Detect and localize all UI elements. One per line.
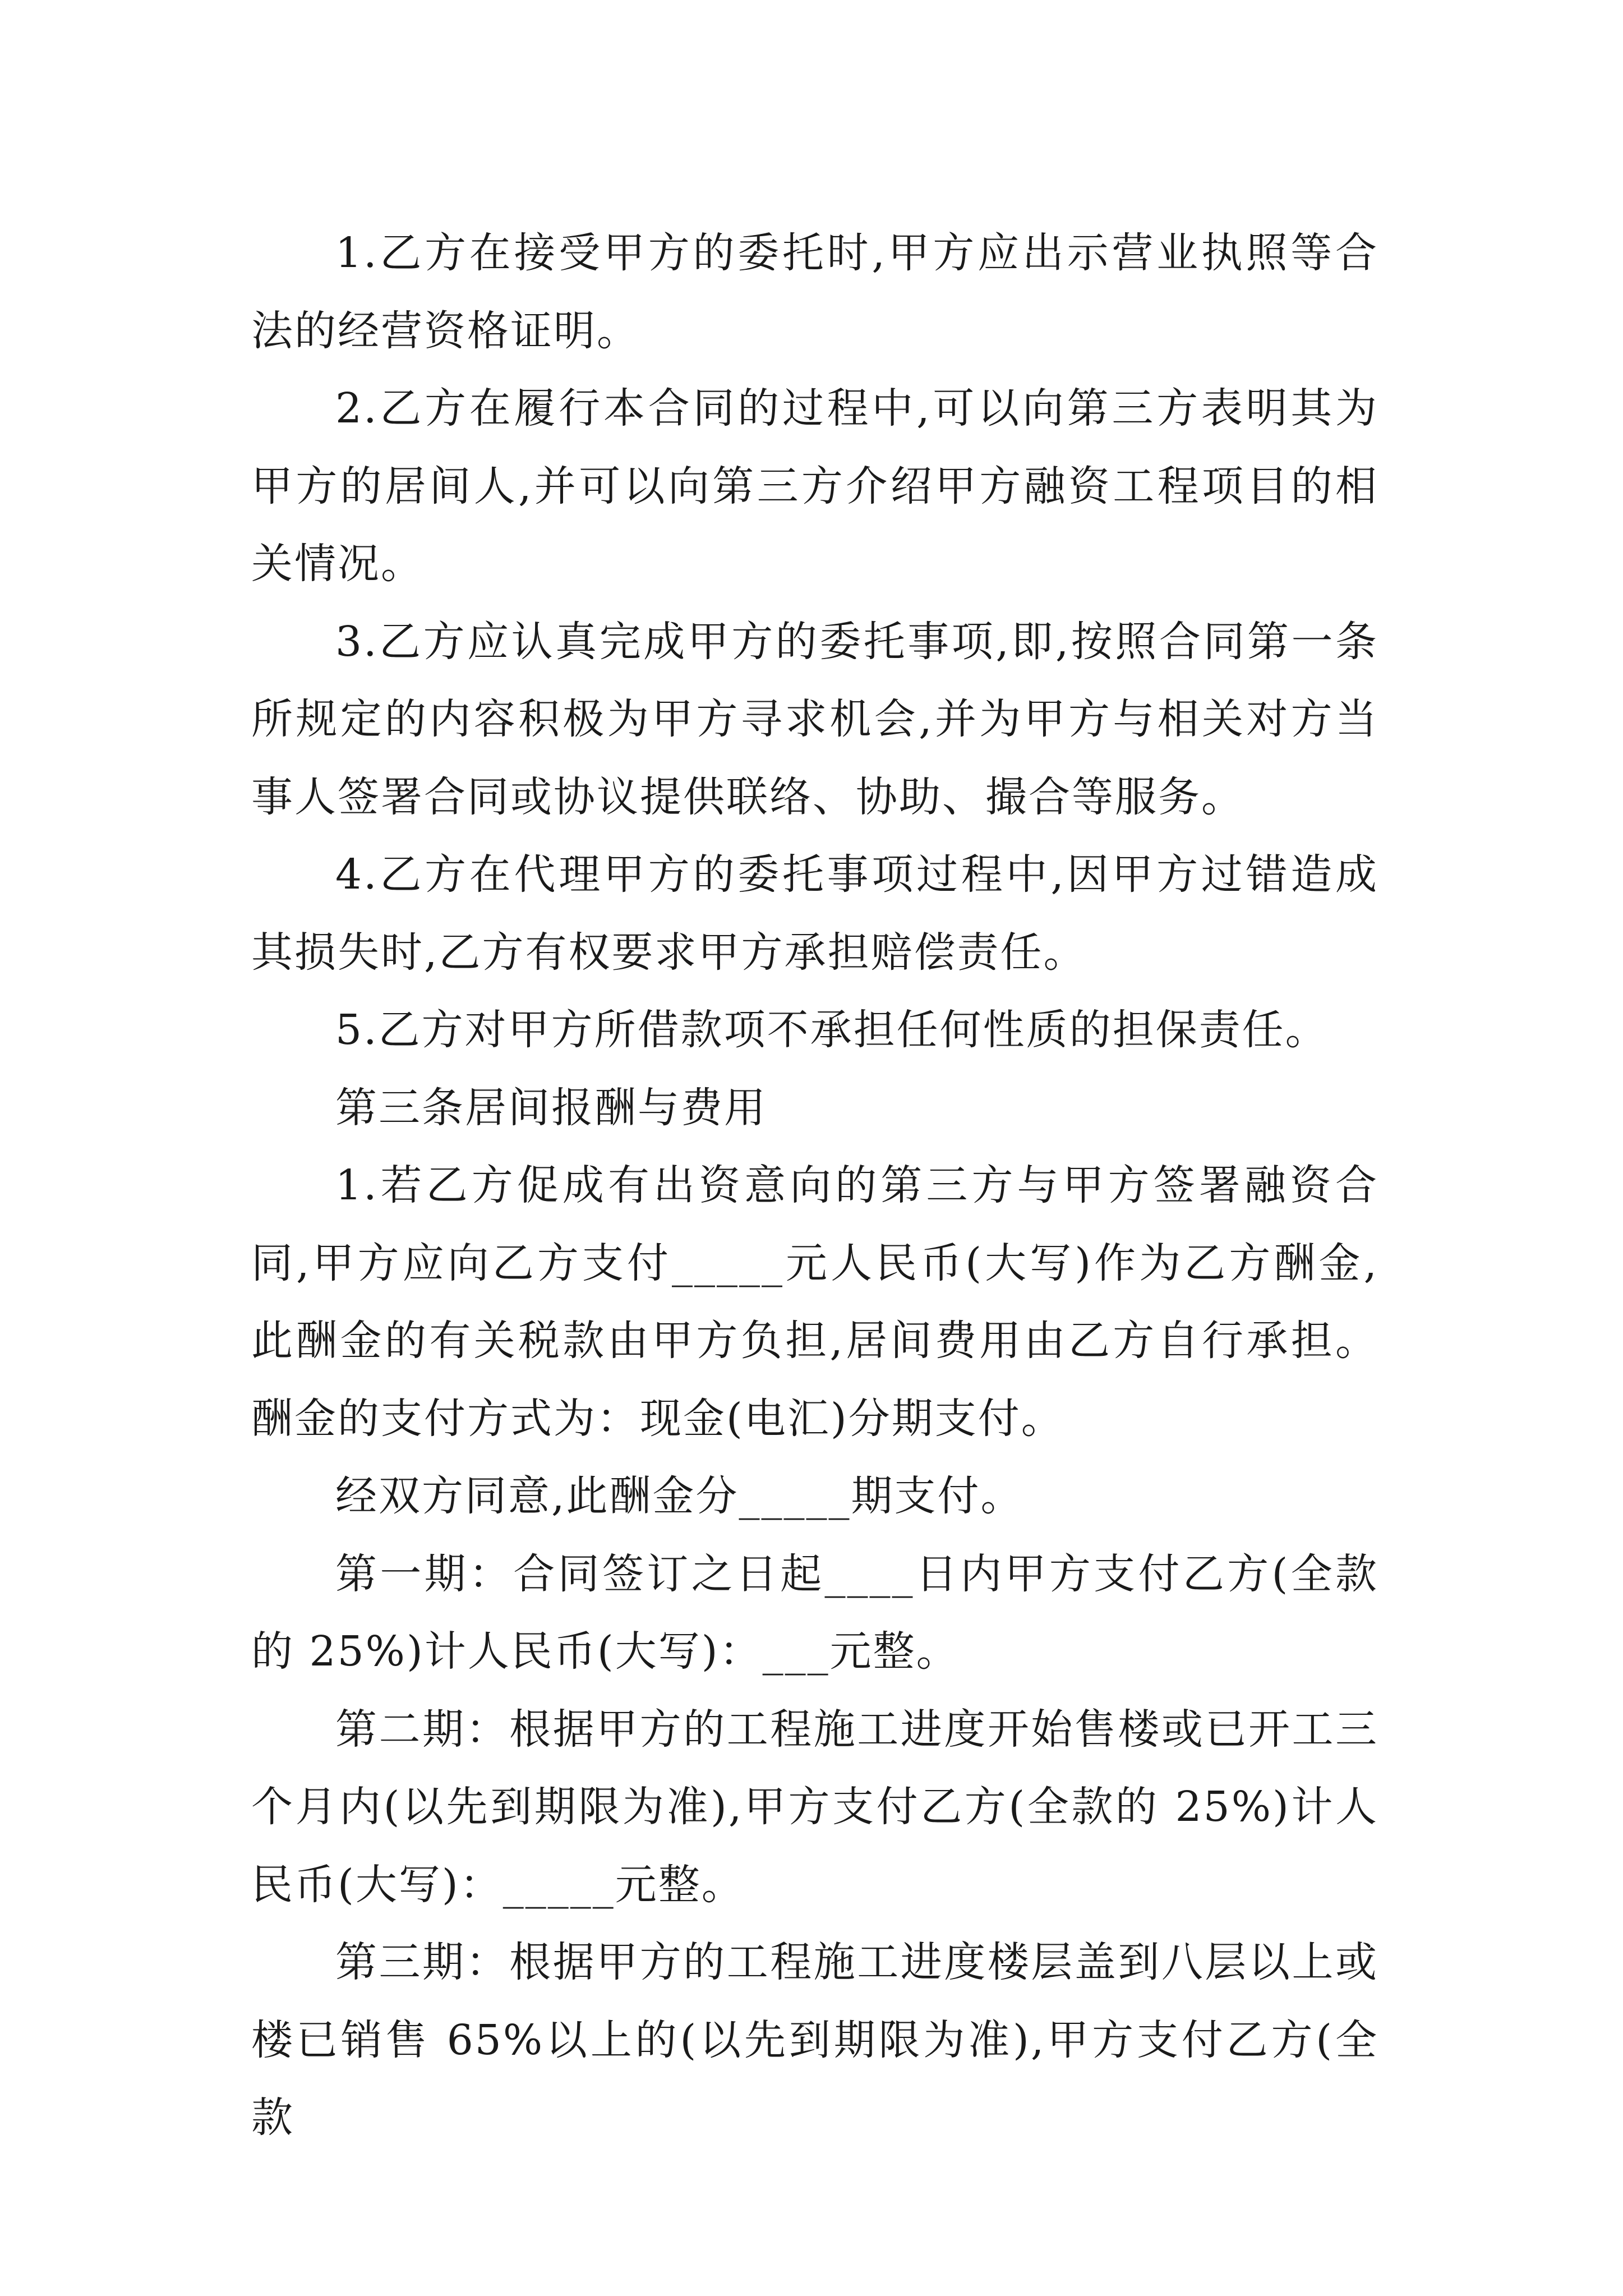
installment-paragraph: 第一期：合同签订之日起____日内甲方支付乙方(全款的 25%)计人民币(大写)：___元整。 [251,1549,1378,1676]
section-heading: 第三条居间报酬与费用 [335,1083,767,1132]
clause-paragraph: 2.乙方在履行本合同的过程中,可以向第三方表明其为甲方的居间人,并可以向第三方介绍甲方融资工程项目的相关情况。 [251,384,1378,588]
clause-paragraph: 3.乙方应认真完成甲方的委托事项,即,按照合同第一条所规定的内容积极为甲方寻求机会,并为甲方与相关对方当事人签署合同或协议提供联络、协助、撮合等服务。 [251,617,1378,821]
document-body [251,214,1378,2157]
installment-paragraph: 第二期：根据甲方的工程施工进度开始售楼或已开工三个月内(以先到期限为准),甲方支付乙方(全款的 25%)计人民币(大写)：_____元整。 [251,1705,1378,1909]
clause-paragraph: 经双方同意,此酬金分_____期支付。 [335,1472,1024,1520]
clause-paragraph: 1.乙方在接受甲方的委托时,甲方应出示营业执照等合法的经营资格证明。 [251,229,1378,355]
clause-paragraph: 5.乙方对甲方所借款项不承担任何性质的担保责任。 [335,1006,1329,1054]
clause-paragraph: 4.乙方在代理甲方的委托事项过程中,因甲方过错造成其损失时,乙方有权要求甲方承担赔偿责任。 [251,850,1378,977]
installment-paragraph: 第三期：根据甲方的工程施工进度楼层盖到八层以上或楼已销售 65%以上的(以先到期限为准),甲方支付乙方(全款 [251,1938,1378,2142]
clause-paragraph: 1.若乙方促成有出资意向的第三方与甲方签署融资合同,甲方应向乙方支付_____元人民币(大写)作为乙方酬金,此酬金的有关税款由甲方负担,居间费用由乙方自行承担。酬金的支付方式为：现金(电汇)分期支付。 [251,1161,1378,1443]
